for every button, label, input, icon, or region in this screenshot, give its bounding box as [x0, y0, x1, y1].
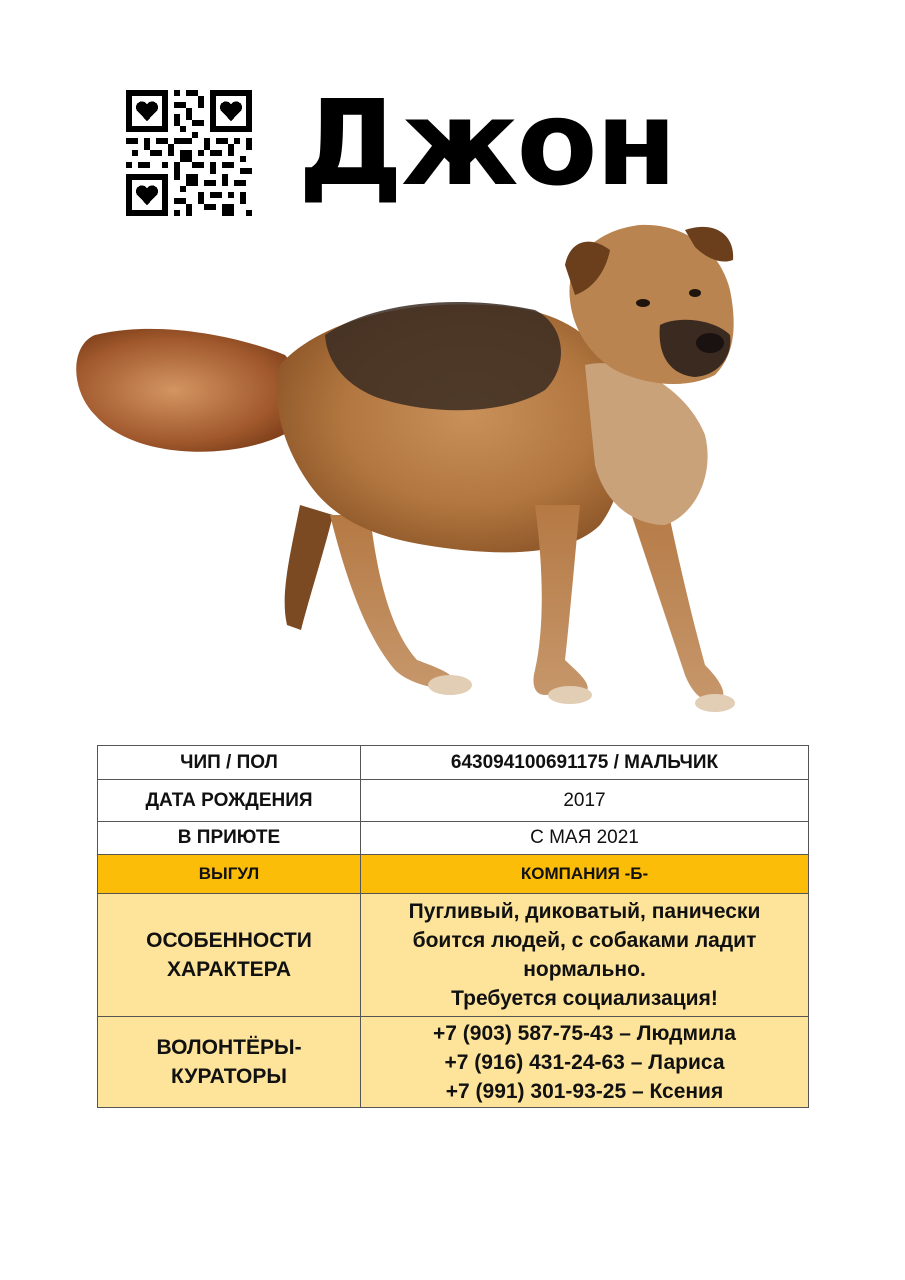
- chip-gender-label: ЧИП / ПОЛ: [98, 746, 361, 780]
- table-row: [98, 1017, 809, 1108]
- shelter-value: С МАЯ 2021: [361, 822, 809, 855]
- character-value: [361, 894, 809, 1017]
- dog-name-title: Джон: [298, 74, 676, 212]
- birth-value: 2017: [361, 780, 809, 822]
- table-row: [98, 894, 809, 1017]
- walk-value: КОМПАНИЯ -Б-: [361, 855, 809, 894]
- table-row: [98, 855, 809, 894]
- walk-label: ВЫГУЛ: [98, 855, 361, 894]
- volunteer-contact: +7 (903) 587-75-43 – Людмила: [433, 1021, 736, 1045]
- character-line: нормально.: [523, 958, 646, 981]
- chip-gender-value: 643094100691175 / МАЛЬЧИК: [361, 746, 809, 780]
- character-label-line: ОСОБЕННОСТИ: [146, 929, 312, 952]
- character-line: боится людей, с собаками ладит: [412, 929, 757, 952]
- volunteers-label-line: КУРАТОРЫ: [171, 1065, 287, 1088]
- volunteer-contact: +7 (991) 301-93-25 – Ксения: [445, 1079, 724, 1103]
- table-row: [98, 822, 809, 855]
- dog-photo: [65, 215, 755, 740]
- volunteer-contact: +7 (916) 431-24-63 – Лариса: [444, 1050, 725, 1074]
- table-row: [98, 780, 809, 822]
- character-line: Пугливый, диковатый, панически: [408, 900, 761, 923]
- shelter-label: В ПРИЮТЕ: [98, 822, 361, 855]
- character-line: Требуется социализация!: [451, 987, 718, 1010]
- volunteers-label-line: ВОЛОНТЁРЫ-: [156, 1036, 302, 1059]
- character-label: [98, 894, 361, 1017]
- volunteers-contacts: [361, 1017, 809, 1108]
- qr-code-icon: [126, 90, 252, 216]
- table-row: [98, 746, 809, 780]
- volunteers-label: [98, 1017, 361, 1108]
- birth-label: ДАТА РОЖДЕНИЯ: [98, 780, 361, 822]
- info-table: [97, 745, 809, 1108]
- character-label-line: ХАРАКТЕРА: [166, 958, 291, 981]
